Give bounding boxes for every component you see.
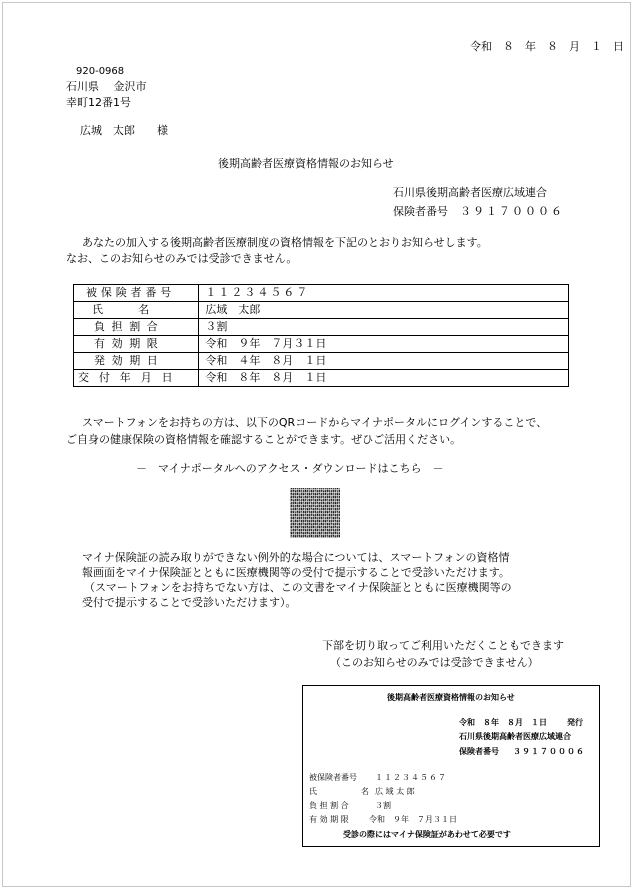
cutout-slip	[302, 685, 600, 847]
slip-name: 広 域 太 郎	[375, 787, 415, 796]
intro-line1: あなたの加入する後期高齢者医療制度の資格情報を下記のとおりお知らせします。	[82, 236, 488, 249]
exception-line3: （スマートフォンをお持ちでない方は、この文書をマイナ保険証とともに医療機関等の	[84, 581, 512, 594]
slip-name-label-2: 名	[361, 787, 369, 796]
table-row	[74, 353, 569, 370]
slip-insured-number-label: 被保険者番号	[309, 773, 357, 782]
smartphone-line2: ご自身の健康保険の資格情報を確認することができます。ぜひご活用ください。	[66, 433, 462, 446]
slip-insurer-number: ３９１７０００６	[513, 747, 585, 756]
row-label	[74, 302, 199, 319]
document-title: 後期高齢者医療資格情報のお知らせ	[218, 157, 394, 170]
slip-title: 後期高齢者医療資格情報のお知らせ	[387, 693, 515, 702]
row-label	[74, 336, 199, 353]
effective-label: 発効期日	[94, 354, 165, 367]
cutout-note-line2: （このお知らせのみでは受診できません）	[330, 656, 539, 669]
slip-insured-number: １１２３４５６７	[375, 773, 447, 782]
slip-footer: 受診の際にはマイナ保険証があわせて必要です	[343, 830, 511, 839]
info-table	[73, 284, 569, 387]
slip-insurer-number-label: 保険者番号	[459, 747, 499, 756]
address-line2: 幸町12番1号	[66, 96, 131, 109]
row-label	[74, 319, 199, 336]
recipient-name: 広城 太郎 様	[80, 124, 168, 137]
insured-number-value: １１２３４５６７	[199, 285, 569, 302]
table-row	[74, 285, 569, 302]
table-row	[74, 319, 569, 336]
slip-burden-label: 負 担 割 合	[309, 801, 349, 810]
issued-value: 令和 ８年 ８月 １日	[199, 370, 569, 387]
burden-label: 負担割合	[94, 320, 165, 333]
expiry-label: 有効期限	[94, 337, 165, 350]
slip-burden: ３割	[375, 801, 391, 810]
table-row	[74, 336, 569, 353]
row-label	[74, 353, 199, 370]
slip-issue-date: 令和 ８年 ８月 １日	[459, 718, 547, 727]
slip-name-label-1: 氏	[309, 787, 317, 796]
row-label	[74, 285, 199, 302]
smartphone-line1: スマートフォンをお持ちの方は、以下のQRコードからマイナポータルにログインすることで、	[82, 416, 548, 429]
exception-line2: 報画面をマイナ保険証とともに医療機関等の受付で提示することで受診いただけます。	[82, 566, 510, 579]
slip-expiry-label: 有 効 期 限	[309, 815, 349, 824]
effective-value: 令和 ４年 ８月 １日	[199, 353, 569, 370]
address-line1: 石川県 金沢市	[66, 80, 147, 93]
expiry-value: 令和 ９年 ７月３１日	[199, 336, 569, 353]
burden-value: ３割	[199, 319, 569, 336]
cutout-note-line1: 下部を切り取ってご利用いただくこともできます	[322, 639, 564, 652]
table-row	[74, 302, 569, 319]
exception-line1: マイナ保険証の読み取りができない例外的な場合については、スマートフォンの資格情	[82, 551, 510, 564]
slip-issue-suffix: 発行	[567, 718, 583, 727]
qr-code-icon[interactable]	[290, 488, 340, 538]
slip-issuer-name: 石川県後期高齢者医療広域連合	[459, 732, 571, 741]
insured-number-label: 被保険者番号	[86, 286, 176, 299]
postal-code: 920-0968	[76, 66, 125, 77]
issue-date: 令和 ８ 年 ８ 月 １ 日	[470, 40, 624, 53]
insurer-number: ３９１７０００６	[460, 205, 564, 218]
insurer-number-label: 保険者番号	[393, 205, 448, 218]
portal-heading: － マイナポータルへのアクセス・ダウンロードはこちら －	[136, 462, 444, 475]
name-label: 氏名	[92, 303, 185, 316]
exception-line4: 受付で提示することで受診いただけます）。	[82, 596, 297, 609]
row-label	[74, 370, 199, 387]
issued-label: 交付年月日	[78, 371, 183, 384]
intro-line2: なお、このお知らせのみでは受診できません。	[66, 252, 298, 265]
name-value: 広域 太郎	[199, 302, 569, 319]
table-row	[74, 370, 569, 387]
issuer-name: 石川県後期高齢者医療広域連合	[393, 186, 547, 199]
slip-expiry: 令和 ９年 ７月３１日	[369, 815, 457, 824]
